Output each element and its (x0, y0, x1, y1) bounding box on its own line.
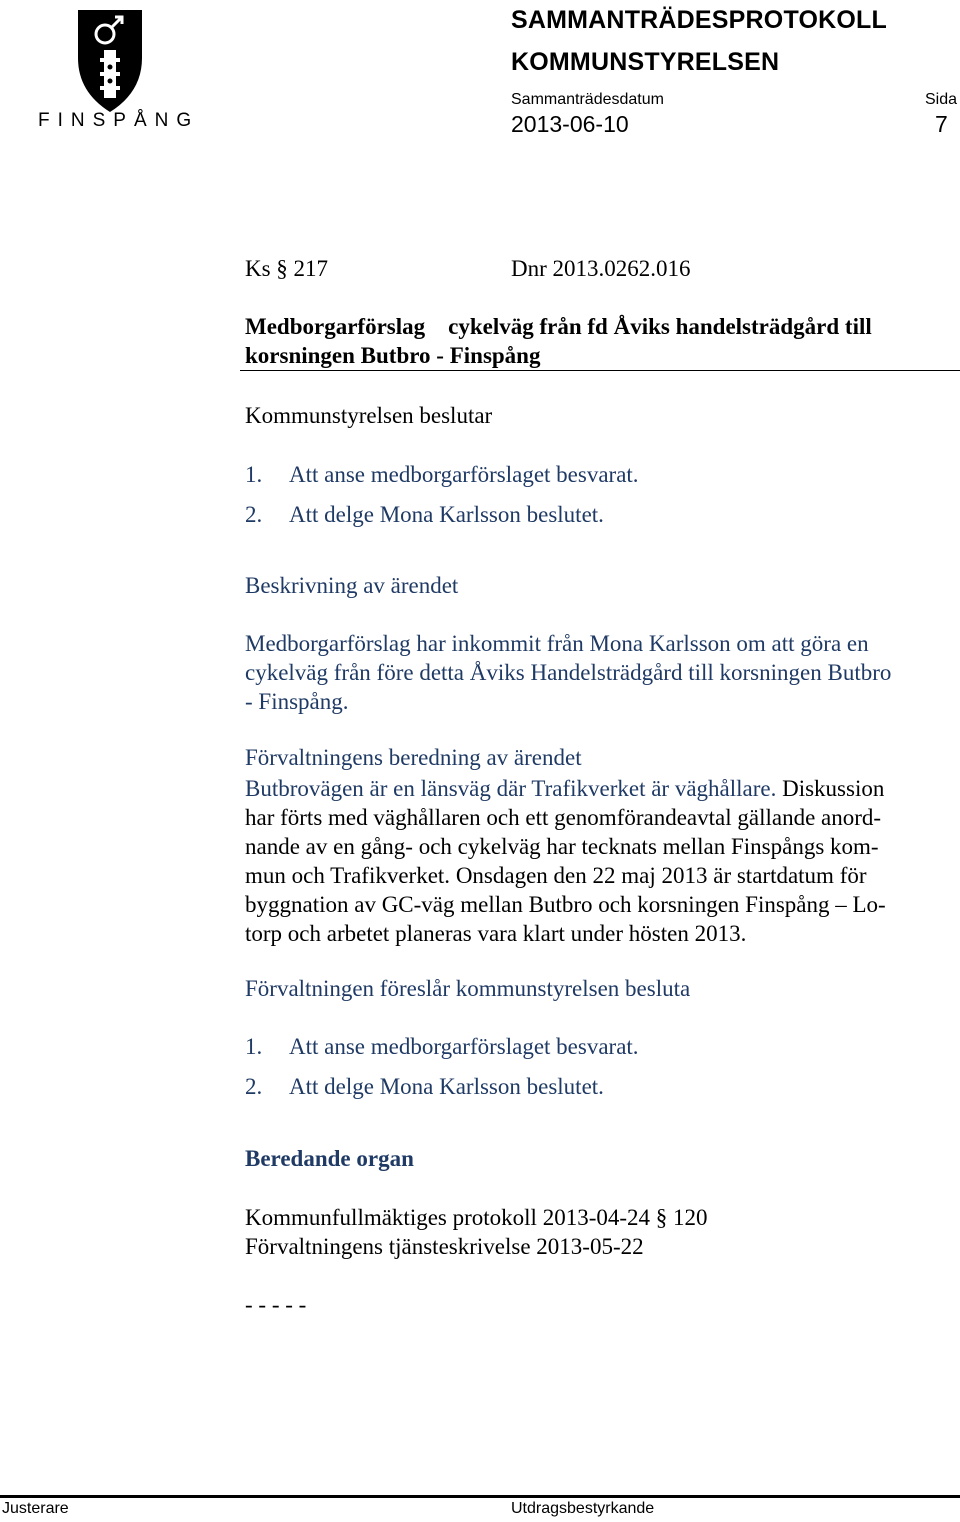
preparation-line-2: har förts med väghållaren och ett genomförandeavtal gällande anord- (245, 805, 882, 830)
meeting-date-label: Sammanträdesdatum (511, 91, 664, 108)
decision-item-2-text: Att delge Mona Karlsson beslutet. (289, 502, 604, 527)
description-body (245, 629, 960, 716)
proposal-item-2-text: Att delge Mona Karlsson beslutet. (289, 1074, 604, 1099)
decision-item-1-number: 1. (245, 462, 263, 487)
preparation-line-1-end: Diskussion (776, 776, 885, 801)
preparation-line-3: nande av en gång- och cykelväg har tecknats mellan Finspångs kom- (245, 834, 879, 859)
meeting-date: 2013-06-10 (511, 111, 629, 137)
preparation-line-4-end: Onsdagen den 22 maj 2013 är startdatum för (450, 863, 867, 888)
case-registration-number: Dnr 2013.0262.016 (511, 256, 691, 281)
decision-item-2 (245, 502, 604, 528)
document-reference-1: Kommunfullmäktiges protokoll 2013-04-24 § 120 (245, 1205, 708, 1230)
preparation-line-4 (245, 861, 960, 890)
footer-adjuster-label: Justerare (2, 1500, 69, 1517)
case-title-line-1: Medborgarförslag cykelväg från fd Åviks handelsträdgård till (245, 314, 872, 339)
page-label: Sida (925, 91, 958, 108)
logo-wordmark: FINSPÅNG (38, 110, 200, 131)
proposal-item-1-number: 1. (245, 1034, 263, 1059)
decision-item-2-number: 2. (245, 502, 263, 527)
proposal-heading: Förvaltningen föreslår kommunstyrelsen besluta (245, 976, 691, 1001)
document-reference-2: Förvaltningens tjänsteskrivelse 2013-05-22 (245, 1234, 644, 1259)
preparing-body-heading: Beredande organ (245, 1146, 414, 1171)
document-title: SAMMANTRÄDESPROTOKOLL (511, 6, 887, 34)
proposal-item-1-text: Att anse medborgarförslaget besvarat. (289, 1034, 639, 1059)
proposal-item-2 (245, 1074, 604, 1100)
description-line-1: Medborgarförslag har inkommit från Mona Karlsson om att göra en (245, 631, 869, 656)
case-title (245, 312, 960, 370)
end-marker: - - - - - (245, 1292, 307, 1317)
case-paragraph-number: Ks § 217 (245, 256, 329, 281)
proposal-item-1 (245, 1034, 639, 1060)
footer-certification-label: Utdragsbestyrkande (511, 1500, 655, 1517)
page-number: 7 (935, 111, 948, 137)
preparation-line-1-start: Butbrovägen är en länsväg där Trafikverket är väghållare. (245, 776, 777, 801)
preparing-body-documents (245, 1203, 960, 1261)
description-heading: Beskrivning av ärendet (245, 573, 459, 598)
preparation-line-5: byggnation av GC-väg mellan Butbro och korsningen Finspång – Lo- (245, 892, 886, 917)
finspang-logo (38, 8, 200, 136)
committee-name: KOMMUNSTYRELSEN (511, 48, 780, 76)
description-line-2: cykelväg från före detta Åviks Handelsträdgård till korsningen Butbro (245, 660, 892, 685)
decision-heading: Kommunstyrelsen beslutar (245, 403, 493, 428)
title-underline (240, 370, 960, 371)
preparation-body (245, 774, 960, 948)
decision-item-1 (245, 462, 639, 488)
preparation-line-1 (245, 774, 960, 803)
preparation-line-4-start: mun och Trafikverket. (245, 863, 451, 888)
preparation-line-6: torp och arbetet planeras vara klart under hösten 2013. (245, 921, 747, 946)
case-title-line-2: korsningen Butbro - Finspång (245, 343, 541, 368)
description-line-3: - Finspång. (245, 689, 349, 714)
decision-item-1-text: Att anse medborgarförslaget besvarat. (289, 462, 639, 487)
preparation-heading: Förvaltningens beredning av ärendet (245, 745, 582, 770)
proposal-item-2-number: 2. (245, 1074, 263, 1099)
footer-divider (0, 1495, 960, 1498)
